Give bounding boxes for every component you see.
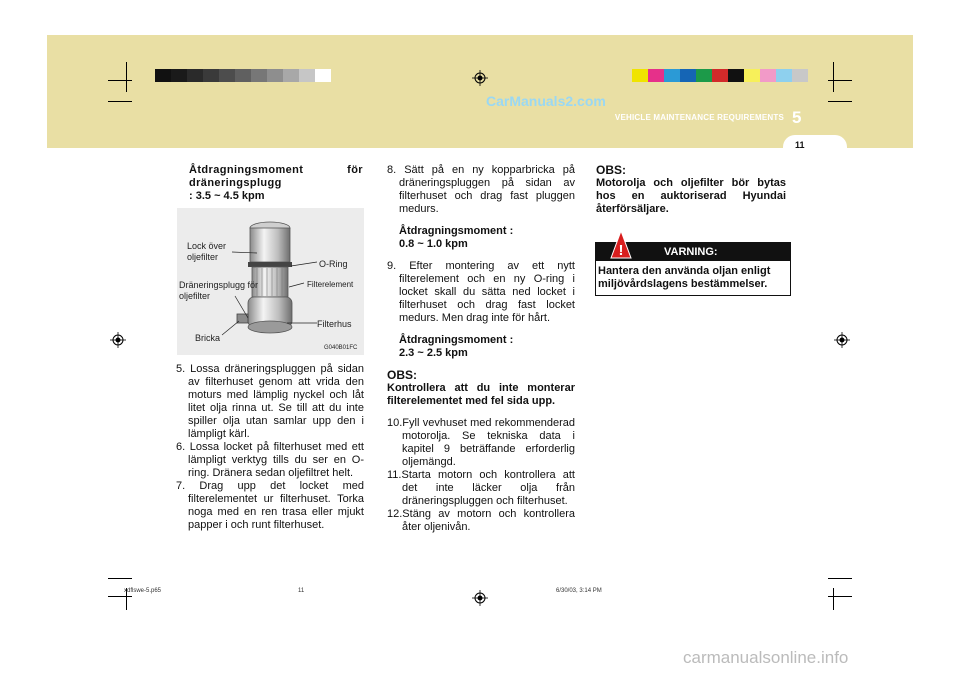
- torque1-label: Åtdragningsmoment :: [399, 225, 514, 237]
- label-filter-housing: Filterhus: [317, 319, 352, 329]
- crop-mark: [108, 80, 132, 81]
- obs-heading: OBS:: [596, 163, 626, 177]
- page-number-tab: [783, 135, 847, 159]
- crop-mark: [828, 578, 852, 579]
- step-text: Sätt på en ny kopparbricka på dräneringspluggen på sidan av filterhuset och drag fast pluggen medurs.: [399, 164, 575, 215]
- crop-mark: [108, 101, 132, 102]
- obs-heading: OBS:: [387, 368, 417, 382]
- site-watermark[interactable]: carmanualsonline.info: [683, 648, 849, 667]
- step-text: Lossa dräneringspluggen på sidan av filterhuset genom att vrida den moturs med lämplig nyckel och låt litet olja rinna ut. Se till att du inte spiller olja utan samlar upp den i lämpligt kärl.: [188, 363, 364, 440]
- torque1-value: 0.8 ~ 1.0 kpm: [399, 238, 468, 250]
- obs-note: [596, 164, 786, 216]
- torque-heading: Åtdragningsmoment för dräneringsplugg: [189, 164, 363, 189]
- list-item: [387, 260, 575, 325]
- list-item: [176, 480, 364, 532]
- calibration-swatch: [235, 69, 251, 82]
- list-item: [387, 508, 575, 534]
- calibration-swatch: [744, 69, 760, 82]
- step-text: Stäng av motorn och kontrollera åter oljenivån.: [402, 508, 575, 533]
- step-text: Efter montering av ett nytt filterelement och en ny O-ring i locket skall du sätta ned locket i filterhuset och drag fast locket medurs. Men drag inte för hårt.: [399, 260, 575, 324]
- torque-value: : 3.5 ~ 4.5 kpm: [189, 190, 265, 202]
- step-text: Lossa locket på filterhuset med ett lämpligt verktyg tills du ser en O-ring. Dränera sedan oljefiltret helt.: [188, 441, 364, 479]
- calibration-swatch: [760, 69, 776, 82]
- calibration-swatch: [171, 69, 187, 82]
- warning-text: Hantera den använda oljan enligt miljövårdslagens bestämmelser.: [598, 265, 771, 290]
- label-oring: O-Ring: [319, 259, 348, 269]
- svg-text:!: !: [618, 242, 624, 259]
- torque2-label: Åtdragningsmoment :: [399, 334, 514, 346]
- label-washer: Bricka: [195, 333, 221, 343]
- registration-mark-icon: [472, 590, 488, 606]
- footer-timestamp: 6/30/03, 3:14 PM: [556, 588, 602, 594]
- crop-mark: [828, 101, 852, 102]
- warning-box: [595, 242, 791, 296]
- calibration-swatch: [712, 69, 728, 82]
- crop-mark: [833, 62, 834, 92]
- crop-mark: [828, 596, 852, 597]
- section-title: VEHICLE MAINTENANCE REQUIREMENTS: [614, 113, 784, 122]
- calibration-swatch: [664, 69, 680, 82]
- step-text: Starta motorn och kontrollera att det inte läcker olja från dräneringspluggen och filterhuset.: [401, 469, 575, 507]
- steps-8-12: [387, 164, 575, 534]
- grayscale-calibration-bar: [155, 69, 331, 82]
- step-number: 9.: [387, 260, 397, 272]
- list-item: [387, 164, 575, 216]
- step-text: Fyll vevhuset med rekommenderad motorolja. Se tekniska data i kapitel 9 beträffande erforderlig oljemängd.: [402, 417, 575, 468]
- obs-text: Motorolja och oljefilter bör bytas hos en auktoriserad Hyundai återförsäljare.: [596, 177, 786, 215]
- calibration-swatch: [251, 69, 267, 82]
- warning-title: VARNING:: [664, 246, 718, 258]
- label-cap: Lock över oljefilter: [187, 241, 227, 262]
- footer-page: 11: [298, 588, 305, 594]
- watermark-link[interactable]: CarManuals2.com: [486, 93, 606, 109]
- calibration-swatch: [776, 69, 792, 82]
- calibration-swatch: [283, 69, 299, 82]
- list-item: [176, 441, 364, 480]
- calibration-swatch: [648, 69, 664, 82]
- crop-mark: [126, 62, 127, 92]
- step-text: Drag upp det locket med filterelementet ur filterhuset. Torka noga med en ren trasa eller mjukt papper i och runt filterhuset.: [188, 480, 364, 531]
- calibration-swatch: [315, 69, 331, 82]
- oil-filter-figure: [177, 208, 364, 355]
- step-number: 5.: [176, 363, 186, 375]
- page-number: 11: [795, 140, 805, 150]
- calibration-swatch: [728, 69, 744, 82]
- calibration-swatch: [299, 69, 315, 82]
- figure-code: G040B01FC: [324, 345, 358, 351]
- steps-5-7: [176, 363, 364, 532]
- calibration-swatch: [267, 69, 283, 82]
- torque2-value: 2.3 ~ 2.5 kpm: [399, 347, 468, 359]
- label-filter-element: Filterelement: [307, 280, 354, 289]
- header-band: [47, 35, 913, 148]
- torque-spec-block: [189, 164, 363, 203]
- obs-text: Kontrollera att du inte monterar filterelementet med fel sida upp.: [387, 382, 575, 407]
- step-number: 6.: [176, 441, 186, 453]
- calibration-swatch: [219, 69, 235, 82]
- label-drain-plug: Dräneringsplugg för oljefilter: [179, 280, 259, 301]
- registration-mark-icon: [472, 70, 488, 86]
- step-number: 11.: [387, 469, 402, 481]
- step-number: 12.: [387, 508, 403, 520]
- warning-icon: [610, 230, 632, 260]
- registration-mark-icon: [110, 332, 126, 348]
- calibration-swatch: [155, 69, 171, 82]
- footer-file: xdflswe-5.p65: [124, 588, 162, 594]
- step-number: 10.: [387, 417, 403, 429]
- color-calibration-bar: [632, 69, 808, 82]
- crop-mark: [108, 596, 132, 597]
- crop-mark: [833, 588, 834, 610]
- calibration-swatch: [187, 69, 203, 82]
- crop-mark: [108, 578, 132, 579]
- calibration-swatch: [203, 69, 219, 82]
- calibration-swatch: [680, 69, 696, 82]
- list-item: [387, 417, 575, 469]
- calibration-swatch: [696, 69, 712, 82]
- registration-mark-icon: [834, 332, 850, 348]
- crop-mark: [828, 80, 852, 81]
- list-item: [387, 469, 575, 508]
- calibration-swatch: [632, 69, 648, 82]
- list-item: [176, 363, 364, 441]
- calibration-swatch: [792, 69, 808, 82]
- step-number: 8.: [387, 164, 397, 176]
- chapter-number: 5: [792, 108, 802, 127]
- step-number: 7.: [176, 480, 186, 492]
